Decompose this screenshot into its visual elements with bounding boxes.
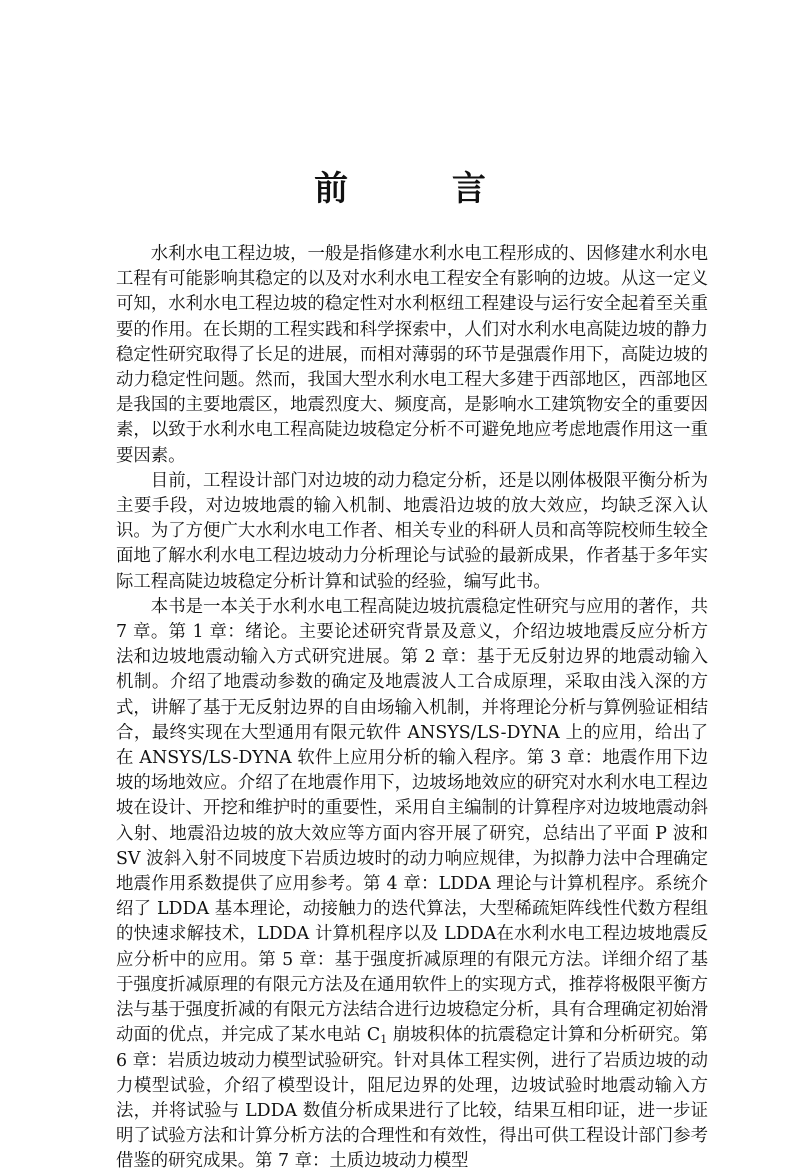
paragraph-3-part-1: 本书是一本关于水利水电工程高陡边坡抗震稳定性研究与应用的著作，共 7 章。第 1 章：绪论。主要论述研究背景及意义，介绍边坡地震反应分析方法和边坡地震动输入方式研究进展。第 2 章：基于无反射边界的地震动输入机制。介绍了地震动参数的确定及地震波人工合成原理，采取由浅入深的方式，讲解了基于无反射边界的自由场输入机制，并将理论分析与算例验证相结合，最终实现在大型通用有限元软件 ANSYS/LS-DYNA 上的应用，给出了在 ANSYS/LS-DYNA 软件上应用分析的输入程序。第 3 章：地震作用下边坡的场地效应。介绍了在地震作用下，边坡场地效应的研究对水利水电工程边坡在设计、开挖和维护时的重要性，采用自主编制的计算程序对边坡地震动斜入射、地震沿边坡的放大效应等方面内容开展了研究，总结出了平面 P 波和 SV 波斜入射不同坡度下岩质边坡时的动力响应规律，为拟静力法中合理确定地震作用系数提供了应用参考。第 4 章：LDDA 理论与计算机程序。系统介绍了 LDDA 基本理论，动接触力的迭代算法，大型稀疏矩阵线性代数方程组的快速求解技术，LDDA 计算机程序以及 LDDA在水利水电工程边坡地震反应分析中的应用。第 5 章：基于强度折减原理的有限元方法。详细介绍了基于强度折减原理的有限元方法及在通用软件上的实现方式，推荐将极限平衡方法与基于强度折减的有限元方法结合进行边坡稳定分析，具有合理确定初始滑动面的优点，并完成了某水电站 C (116, 596, 708, 1046)
paragraph-3-part-2: 崩坡积体的抗震稳定计算和分析研究。第 6 章：岩质边坡动力模型试验研究。针对具体工程实例，进行了岩质边坡的动力模型试验，介绍了模型设计，阻尼边界的处理，边坡试验时地震动输入方法，并将试验与 LDDA 数值分析成果进行了比较，结果互相印证，进一步证明了试验方法和计算分析方法的合理性和有效性，得出可供工程设计部门参考借鉴的研究成果。第 7 章：土质边坡动力模型 (116, 1025, 708, 1172)
document-body (116, 242, 708, 1175)
paragraph-3 (116, 595, 708, 1175)
paragraph-1: 水利水电工程边坡，一般是指修建水利水电工程形成的、因修建水利水电工程有可能影响其稳定的以及对水利水电工程安全有影响的边坡。从这一定义可知，水利水电工程边坡的稳定性对水利枢纽工程建设与运行安全起着至关重要的作用。在长期的工程实践和科学探索中，人们对水利水电高陡边坡的静力稳定性研究取得了长足的进展，而相对薄弱的环节是强震作用下，高陡边坡的动力稳定性问题。然而，我国大型水利水电工程大多建于西部地区，西部地区是我国的主要地震区，地震烈度大、频度高，是影响水工建筑物安全的重要因素，以致于水利水电工程高陡边坡稳定分析不可避免地应考虑地震作用这一重要因素。 (116, 244, 708, 466)
paragraph-2: 目前，工程设计部门对边坡的动力稳定分析，还是以刚体极限平衡分析为主要手段，对边坡地震的输入机制、地震沿边坡的放大效应，均缺乏深入认识。为了方便广大水利水电工作者、相关专业的科研人员和高等院校师生较全面地了解水利水电工程边坡动力分析理论与试验的最新成果，作者基于多年实际工程高陡边坡稳定分析计算和试验的经验，编写此书。 (116, 470, 708, 592)
subscript-1: 1 (380, 1033, 388, 1047)
page-title: 前 言 (314, 169, 532, 209)
